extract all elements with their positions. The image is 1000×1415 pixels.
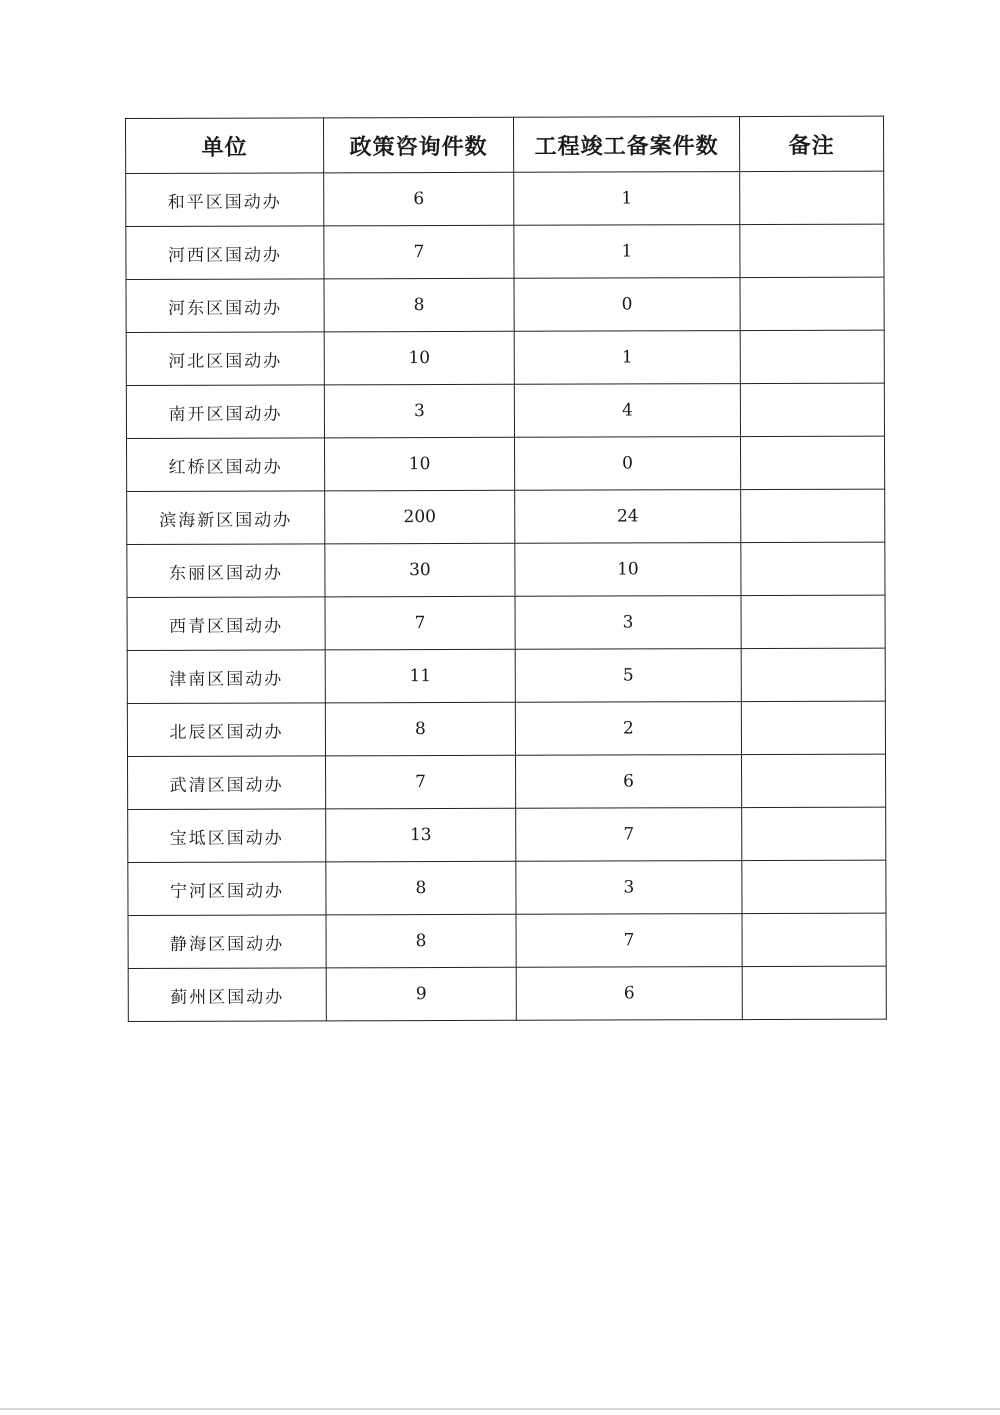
statistics-table <box>125 116 887 1022</box>
table-row <box>126 330 884 385</box>
consultation-count-cell: 8 <box>326 861 516 915</box>
table-row <box>127 542 885 597</box>
scan-edge-line <box>0 1408 1000 1410</box>
unit-cell: 宁河区国动办 <box>128 862 326 916</box>
remark-cell <box>741 542 885 595</box>
filing-count-cell: 2 <box>515 702 741 756</box>
unit-cell: 河东区国动办 <box>126 279 324 333</box>
filing-count-cell: 24 <box>515 490 741 544</box>
remark-cell <box>740 171 884 224</box>
unit-cell: 红桥区国动办 <box>127 438 325 492</box>
unit-cell: 武清区国动办 <box>128 756 326 810</box>
consultation-count-cell: 7 <box>325 596 515 650</box>
consultation-count-cell: 6 <box>324 172 514 226</box>
remark-cell <box>742 754 886 807</box>
consultation-count-cell: 30 <box>325 543 515 597</box>
consultation-count-cell: 10 <box>324 331 514 385</box>
remark-cell <box>740 330 884 383</box>
consultation-count-cell: 10 <box>325 437 515 491</box>
unit-cell: 南开区国动办 <box>126 385 324 439</box>
unit-cell: 河北区国动办 <box>126 332 324 386</box>
consultation-count-cell: 13 <box>326 808 516 862</box>
filing-count-cell: 6 <box>516 755 742 809</box>
table-row <box>127 595 885 650</box>
header-remarks: 备注 <box>739 116 883 171</box>
consultation-count-cell: 7 <box>324 225 514 279</box>
unit-cell: 静海区国动办 <box>128 915 326 969</box>
table-header <box>126 116 884 173</box>
consultation-count-cell: 3 <box>324 384 514 438</box>
filing-count-cell: 1 <box>514 172 740 226</box>
remark-cell <box>741 701 885 754</box>
remark-cell <box>741 436 885 489</box>
header-policy-consultation-count: 政策咨询件数 <box>324 117 514 173</box>
table-body <box>126 171 887 1021</box>
table-row <box>126 171 884 226</box>
remark-cell <box>742 913 886 966</box>
header-unit: 单位 <box>126 118 324 174</box>
table-row <box>127 701 885 756</box>
unit-cell: 西青区国动办 <box>127 597 325 651</box>
filing-count-cell: 6 <box>516 967 742 1021</box>
filing-count-cell: 1 <box>514 331 740 385</box>
table-row <box>128 913 886 968</box>
remark-cell <box>741 489 885 542</box>
consultation-count-cell: 8 <box>326 914 516 968</box>
filing-count-cell: 10 <box>515 543 741 597</box>
table-row <box>127 436 885 491</box>
filing-count-cell: 0 <box>515 437 741 491</box>
filing-count-cell: 5 <box>515 649 741 703</box>
consultation-count-cell: 200 <box>325 490 515 544</box>
table-row <box>126 224 884 279</box>
unit-cell: 蓟州区国动办 <box>128 968 326 1022</box>
unit-cell: 北辰区国动办 <box>127 703 325 757</box>
table-row <box>128 966 886 1021</box>
consultation-count-cell: 9 <box>326 967 516 1021</box>
remark-cell <box>740 383 884 436</box>
unit-cell: 河西区国动办 <box>126 226 324 280</box>
table-row <box>127 489 885 544</box>
table-row <box>128 754 886 809</box>
unit-cell: 和平区国动办 <box>126 173 324 227</box>
filing-count-cell: 3 <box>515 596 741 650</box>
filing-count-cell: 3 <box>516 861 742 915</box>
filing-count-cell: 0 <box>514 278 740 332</box>
filing-count-cell: 4 <box>514 384 740 438</box>
unit-cell: 东丽区国动办 <box>127 544 325 598</box>
unit-cell: 宝坻区国动办 <box>128 809 326 863</box>
table-row <box>128 860 886 915</box>
table-row <box>127 648 885 703</box>
filing-count-cell: 1 <box>514 225 740 279</box>
remark-cell <box>740 224 884 277</box>
remark-cell <box>740 277 884 330</box>
remark-cell <box>741 595 885 648</box>
table-row <box>126 277 884 332</box>
consultation-count-cell: 8 <box>324 278 514 332</box>
remark-cell <box>742 807 886 860</box>
remark-cell <box>742 966 886 1019</box>
header-completion-filing-count: 工程竣工备案件数 <box>513 117 739 173</box>
filing-count-cell: 7 <box>516 914 742 968</box>
consultation-count-cell: 8 <box>325 702 515 756</box>
unit-cell: 滨海新区国动办 <box>127 491 325 545</box>
table-row <box>126 383 884 438</box>
filing-count-cell: 7 <box>516 808 742 862</box>
consultation-count-cell: 7 <box>326 755 516 809</box>
header-row <box>126 116 884 173</box>
unit-cell: 津南区国动办 <box>127 650 325 704</box>
table-row <box>128 807 886 862</box>
consultation-count-cell: 11 <box>325 649 515 703</box>
remark-cell <box>742 860 886 913</box>
remark-cell <box>741 648 885 701</box>
